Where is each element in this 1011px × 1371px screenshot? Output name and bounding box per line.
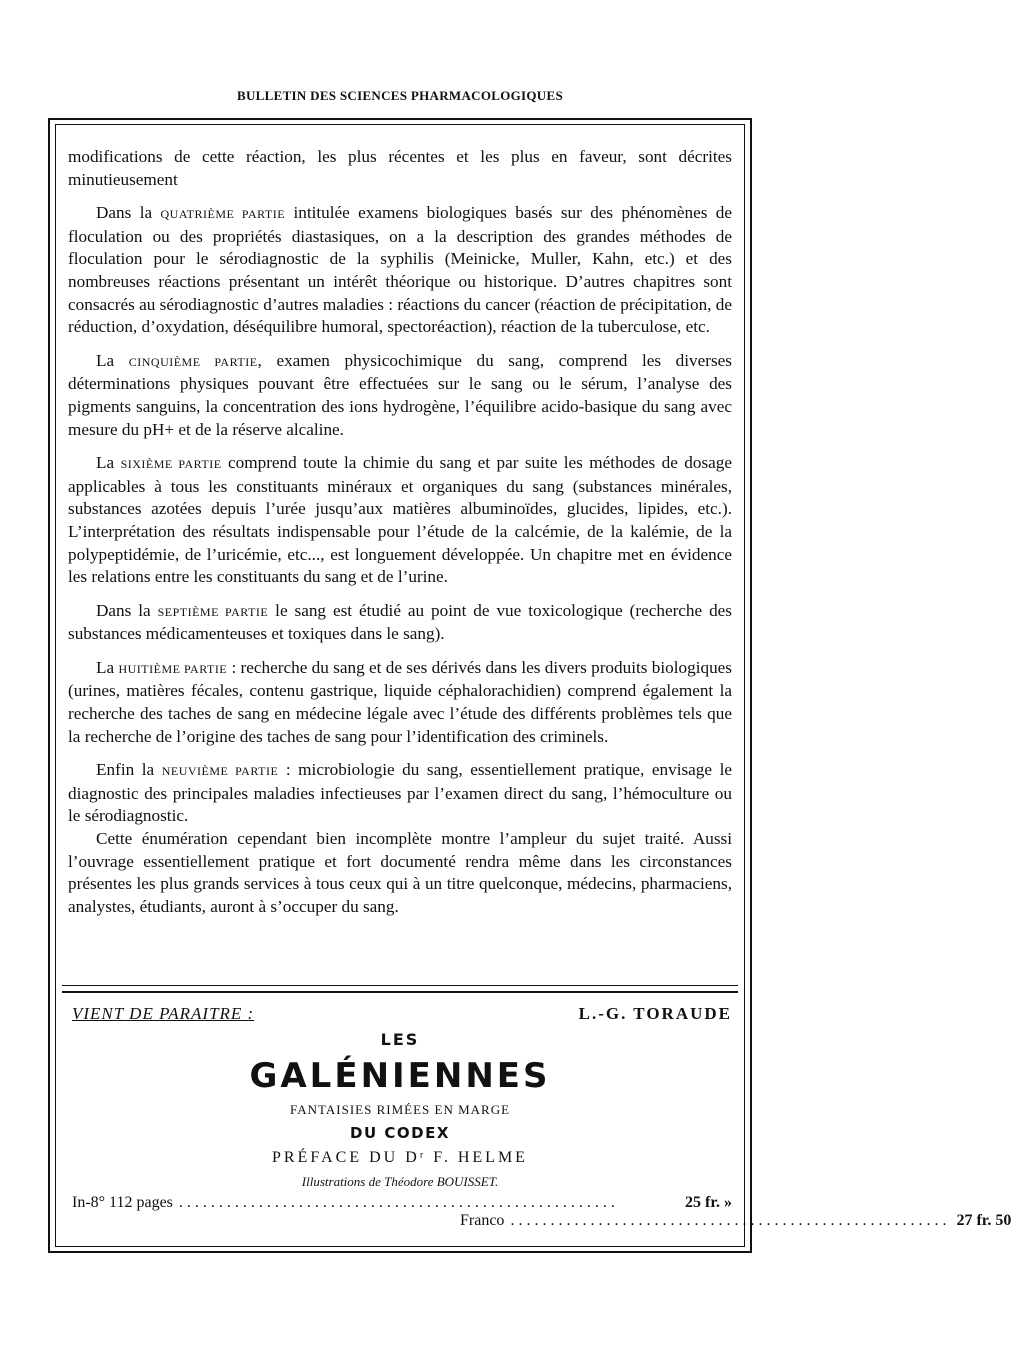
divider-rule-thick [62, 991, 738, 993]
ad-illustrations: Illustrations de Théodore BOUISSET. [301, 1174, 499, 1189]
part-heading: CINQUIÈME PARTIE [128, 354, 258, 369]
ad-author: L.-G. TORAUDE [578, 1004, 732, 1023]
running-header: BULLETIN DES SCIENCES PHARMACOLOGIQUES [237, 88, 563, 103]
part-heading: SIXIÈME PARTIE [120, 457, 222, 472]
price-label: In-8° 112 pages [72, 1194, 173, 1211]
paragraph-quatrieme-partie [68, 202, 732, 339]
price-value: 25 fr. » [685, 1194, 732, 1211]
body-text [68, 146, 732, 929]
ad-preface: PRÉFACE DU Dʳ F. HELME [272, 1149, 528, 1166]
paragraph-cinquieme-partie [68, 350, 732, 441]
price-row-volume [72, 1194, 732, 1212]
paragraph-conclusion: Cette énumération cependant bien incomplète montre l’ampleur du sujet traité. Aussi l’ouvrage essentiellement pratique et fort documenté rendra même dans les circonstances présentes les plus grands services à tous ceux qui à un titre quelconque, médecins, pharmaciens, analystes, étudiants, auront à s’occuper du sang. [68, 829, 732, 916]
paragraph-neuvieme-partie [68, 759, 732, 828]
leader-dots: ....................................................... [510, 1212, 951, 1229]
paragraph-lead: La [96, 657, 119, 677]
paragraph-body: : microbiologie du sang, essentiellement pratique, envisage le diagnostic des principales maladies infectieuses par l’examen direct du sang, l’hémoculture ou le sérodiagnostic. [68, 760, 732, 826]
part-heading: HUITIÈME PARTIE [118, 661, 228, 676]
leader-dots: ....................................................... [178, 1194, 619, 1211]
paragraph-body: : recherche du sang et de ses dérivés dans les divers produits biologiques (urines, matières fécales, contenu gastrique, liquide céphalorachidien) comprend également la recherche des taches de sang en médecine légale avec l’étude des différents problèmes tels que la recherche de l’origine des taches de sang pour l’identification des criminels. [68, 657, 732, 746]
price-value: 27 fr. 50 [956, 1212, 1011, 1229]
paragraph-body: , examen physicochimique du sang, comprend les diverses déterminations physiques pouvant être effectuées sur le sang ou le sérum, l’analyse des pigments sanguins, la concentration des ions hydrogène, l’équilibre acido-basique du sang avec mesure du pH+ et de la réserve alcaline. [68, 350, 732, 439]
paragraph-huitieme-partie [68, 657, 732, 748]
paragraph-continued: modifications de cette réaction, les plus récentes et les plus en faveur, sont décrites minutieusement [68, 147, 732, 189]
paragraph-body: intitulée examens biologiques basés sur des phénomènes de floculation ou des propriétés diastasiques, on a la description des grandes méthodes de floculation pour le sérodiagnostic de la syphilis (Meinicke, Muller, Kahn, etc.) et des nombreuses réactions présentant un intérêt théorique ou historique. D’autres chapitres sont consacrés au sérodiagnostic d’autres maladies : réactions du cancer (réaction de précipitation, de réduction, d’oxydation, déséquilibre humoral, spectoréaction), réaction de la tuberculose, etc. [68, 203, 732, 337]
ad-title-article: LES [380, 1030, 420, 1049]
part-heading: NEUVIÈME PARTIE [161, 764, 279, 779]
paragraph-septieme-partie [68, 600, 732, 646]
paragraph-lead: Enfin la [96, 760, 162, 780]
ad-subtitle: FANTAISIES RIMÉES EN MARGE [289, 1102, 511, 1117]
ad-book-title: GALÉNIENNES [249, 1056, 551, 1096]
divider-rule-thin [62, 985, 738, 986]
paragraph-lead: Dans la [96, 203, 161, 223]
price-label: Franco [460, 1212, 505, 1229]
paragraph-body: comprend toute la chimie du sang et par suite les méthodes de dosage applicables à tous les constituants minéraux et organiques du sang (substances minérales, substances azotées depuis l’urée jusqu’aux matières albuminoïdes, glucides, lipides, etc.). L’interprétation des résultats indispensable pour l’étude de la calcémie, de la kalémie, de la polypeptidémie, de l’uricémie, etc..., est longuement développée. Un chapitre met en évidence les relations entre les constituants du sang et de l’urine. [68, 453, 733, 587]
paragraph-lead: La [96, 350, 129, 370]
ad-announcement: VIENT DE PARAITRE : [72, 1004, 255, 1023]
paragraph-lead: La [96, 453, 121, 473]
paragraph-sixieme-partie [68, 452, 732, 589]
price-row-franco [460, 1212, 1011, 1230]
paragraph-lead: Dans la [96, 600, 158, 620]
ad-subtitle-codex: DU CODEX [350, 1124, 450, 1142]
part-heading: SEPTIÈME PARTIE [157, 604, 269, 619]
paragraph-body: le sang est étudié au point de vue toxicologique (recherche des substances médicamenteuses et toxiques dans le sang). [68, 600, 732, 644]
part-heading: QUATRIÈME PARTIE [160, 207, 286, 222]
